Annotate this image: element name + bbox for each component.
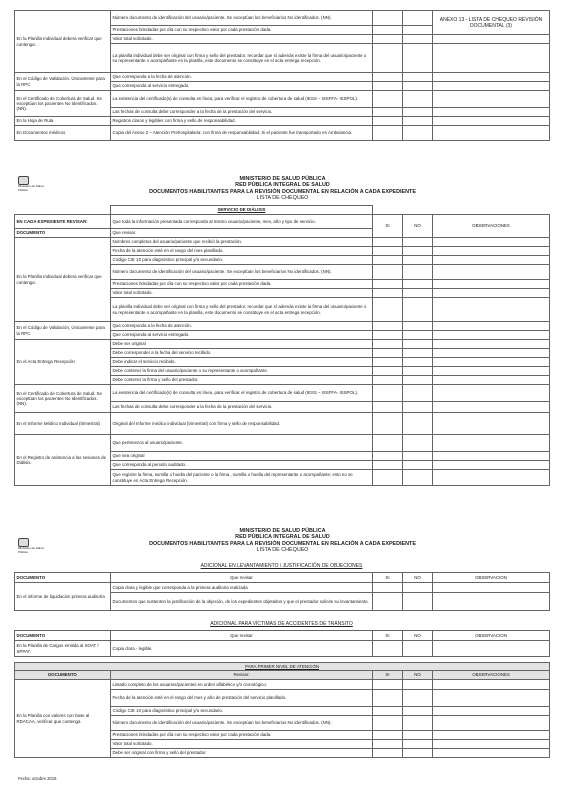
col-no: NO bbox=[403, 671, 433, 680]
col-obs: OBSERVACIONES bbox=[433, 215, 550, 238]
req-cell: La existencia del certificado(s) de consulta en línea, para verificar el registro de cobertura de salud (IESS – ISSFFA- ISSPOL). bbox=[111, 385, 373, 402]
doc-cell: En el Informe Médico Individual (trimestral) bbox=[15, 413, 111, 435]
req-cell: Que corresponda al periodo auditado. bbox=[111, 461, 373, 470]
col-doc: DOCUMENTO bbox=[15, 229, 111, 238]
top-label: EN CADA EXPEDIENTE REVISAR: bbox=[15, 215, 111, 229]
service-title: SERVICIO DE DIÁLISIS bbox=[111, 206, 373, 215]
doc-cell: En el Código de Validación. Únicamente para la RPC bbox=[15, 73, 111, 91]
col-no: NO bbox=[403, 631, 433, 641]
col-req: Que revisar bbox=[111, 631, 373, 641]
req-cell: Valor total solicitado. bbox=[111, 289, 373, 298]
req-cell: Debe ser original bbox=[111, 340, 373, 349]
section-title: ADICIONAL PARA VÍCTIMAS DE ACCIDENTES DE TRÁNSITO bbox=[210, 621, 353, 627]
req-cell: Debe contener la firma del usuario/paciente o su representante o acompañante. bbox=[111, 367, 373, 376]
checklist-table-2 bbox=[14, 205, 550, 486]
section-title: ADICIONAL EN LEVANTAMIENTO / JUSTIFICACIÓN DE OBJECIONES bbox=[200, 563, 363, 569]
req-cell: Prestaciones brindadas por día con su respectivo valor por cada prestación dada. bbox=[111, 26, 373, 35]
doc-cell: En Documentos médicos bbox=[15, 126, 111, 141]
col-req: Que revisar bbox=[111, 229, 373, 238]
col-obs: OBSERVACIONES bbox=[433, 671, 550, 680]
doc-cell: En la Planilla Individual debera verificar que contenga: bbox=[15, 11, 111, 73]
req-cell: Debe ser original con firma y sello del prestador. bbox=[111, 749, 373, 758]
req-cell: Fecha de la atención esté en el rango del mes y año de prestación del servicio planillado. bbox=[111, 690, 373, 707]
header-line-3: DOCUMENTOS HABILITANTES PARA LA REVISIÓN DOCUMENTAL EN RELACIÓN A CADA EXPEDIENTE bbox=[149, 188, 416, 195]
req-cell: Que sea original bbox=[111, 452, 373, 461]
req-cell: Número documento de identificación del usuario/paciente. Se exceptúan los beneficiarios No identificados. (NN). bbox=[111, 265, 373, 280]
anexo-box: ANEXO 13 - LISTA DE CHEQUEO REVISIÓN DOCUMENTAL (3) bbox=[433, 11, 550, 35]
col-si: SI bbox=[373, 631, 403, 641]
req-cell: Debe corresponder a la fecha del servicio recibido. bbox=[111, 349, 373, 358]
col-req: Que revisar bbox=[111, 573, 373, 583]
req-cell: Valor total solicitado. bbox=[111, 35, 373, 44]
col-no: NO bbox=[403, 573, 433, 583]
doc-cell: En el Acta Entrega Recepción bbox=[15, 340, 111, 385]
req-cell: Número documento de identificación del usuario/paciente. Se exceptúan los beneficiarios No identificados. (NN). bbox=[111, 716, 373, 731]
col-obs: OBSERVACION bbox=[433, 631, 550, 641]
req-cell: Original del Informe médico individual (trimestral) con firma y sello de responsabilidad. bbox=[111, 413, 373, 435]
req-cell: Número documento de identificación del usuario/paciente. Se exceptúan los beneficiarios No identificados. (NN). bbox=[111, 11, 373, 26]
header-2 bbox=[0, 176, 565, 202]
col-doc: DOCUMENTO bbox=[15, 631, 111, 641]
req-cell: La planilla individual debe ser original con firma y sello del prestador, recordar que sí además existe la firma del usuario/paciente o su representante o acompañante en la planilla, este documento se constituye en el acta entrega recepción. bbox=[111, 44, 373, 73]
req-cell: Código CIE 10 para diagnóstico principal y/o secundario. bbox=[111, 256, 373, 265]
req-cell: Que corresponda a la fecha de atención. bbox=[111, 322, 373, 331]
req-cell: Fecha de la atención esté en el rango del mes planillado. bbox=[111, 247, 373, 256]
col-obs: OBSERVACION bbox=[433, 573, 550, 583]
req-cell: Debe indicar el servicio recibido. bbox=[111, 358, 373, 367]
req-cell: Copia del Anexo 2 – Atención Prehospitalaria: con firma de responsabilidad. Si el paciente fue transportado en Ambulancia. bbox=[111, 126, 373, 141]
req-cell: Debe contener la firma y sello del prestador. bbox=[111, 376, 373, 385]
doc-cell: En el Certificado de Cobertura de Salud. Se exceptúan los pacientes No Identificados. (NN). bbox=[15, 385, 111, 413]
doc-cell: En el Certificado de Cobertura de Salud. Se exceptúan los pacientes No Identificados. (NN). bbox=[15, 91, 111, 117]
req-cell: Copia clara y legible que corresponda a la primera auditoria realizada bbox=[111, 583, 373, 593]
req-cell: Documentos que sustenten la justificación de la objeción, de los expedientes objetados y que el prestador solicite su levantamiento. bbox=[111, 593, 373, 611]
req-cell: La planilla individual debe ser original con firma y sello del prestador, recordar que sí además existe la firma del usuario/paciente o su representante o acompañante en la planilla, este documento se constituye en el acta entrega recepción. bbox=[111, 298, 373, 322]
req-cell: Las fechas de consulta debe corresponder a la fecha de la prestación del servicio. bbox=[111, 402, 373, 413]
doc-cell: En el Registro de asistencia a las sesiones de Diálisis. bbox=[15, 435, 111, 486]
checklist-table-3 bbox=[14, 572, 550, 611]
section-title: PARA PRIMER NIVEL DE ATENCIÓN bbox=[15, 663, 550, 671]
checklist-table-5 bbox=[14, 662, 550, 758]
req-cell: Que registre la firma, sumilla o huella del paciente o la firma , sumilla o huella del representante o acompañante; esto no se constituye en Acta Entrega Recepción. bbox=[111, 470, 373, 486]
req-cell: Que corresponda al servicio entregado. bbox=[111, 331, 373, 340]
req-cell: Las fechas de consulta debe corresponder a la fecha de la prestación del servicio. bbox=[111, 108, 373, 117]
doc-cell: En el informe de liquidación primera auditoría bbox=[15, 583, 111, 611]
header-line-4: LISTA DE CHEQUEO bbox=[256, 547, 309, 554]
header-line-1: MINISTERIO DE SALUD PÚBLICA bbox=[239, 176, 326, 182]
col-doc: DOCUMENTO bbox=[15, 573, 111, 583]
footer-date: Fecha: octubre 2016 bbox=[18, 776, 57, 781]
header-line-1: MINISTERIO DE SALUD PÚBLICA bbox=[239, 528, 326, 534]
req-cell: Listado completo de los usuarios/pacientes en orden alfabético y/o cronológico. bbox=[111, 680, 373, 690]
col-si: SI bbox=[373, 671, 403, 680]
checklist-table-4 bbox=[14, 630, 550, 657]
col-si: SI bbox=[373, 573, 403, 583]
doc-cell: En el Código de Validación, Únicamente para la RPC bbox=[15, 322, 111, 340]
req-cell: Prestaciones brindadas por día con su respectivo valor por cada prestación dada. bbox=[111, 280, 373, 289]
req-cell: Nombres completos del usuario/paciente que recibió la prestación. bbox=[111, 238, 373, 247]
req-cell: Valor total solicitado. bbox=[111, 740, 373, 749]
req-cell: La existencia del certificado(s) de consulta en línea, para verificar el registro de cobertura de salud (IESS – ISSFFA- ISSPOL). bbox=[111, 91, 373, 108]
col-doc: DOCUMENTO bbox=[15, 671, 111, 680]
col-no: NO bbox=[403, 215, 433, 238]
col-si: SI bbox=[373, 215, 403, 238]
doc-cell: En la Hoja de Ruta bbox=[15, 117, 111, 126]
logo-caption: Ministerio de Salud Pública bbox=[18, 546, 44, 554]
req-cell: Que corresponda a la fecha de atención. bbox=[111, 73, 373, 82]
req-cell: Código CIE 10 para diagnóstico principal y/o secundario. bbox=[111, 707, 373, 716]
header-line-4: LISTA DE CHEQUEO bbox=[256, 195, 309, 202]
doc-cell: En la Planilla con valores con base al RDACAA, verificar que contenga bbox=[15, 680, 111, 758]
logo-caption: Ministerio de Salud Pública bbox=[18, 184, 44, 192]
top-text: Que toda la información presentada corresponda al mismo usuario/paciente, mes, año y tipo de servicio. bbox=[111, 215, 373, 229]
req-cell: Prestaciones brindadas por día con su respectivo valor por cada prestación dada. bbox=[111, 731, 373, 740]
header-line-2: RED PÚBLICA INTEGRAL DE SALUD bbox=[235, 534, 330, 541]
req-cell: Copia clara - legible. bbox=[111, 641, 373, 657]
header-line-2: RED PÚBLICA INTEGRAL DE SALUD bbox=[235, 182, 330, 189]
col-req: Revisar: bbox=[111, 671, 373, 680]
req-cell: Que pertenezca al usuario/paciente. bbox=[111, 435, 373, 452]
checklist-table-1 bbox=[14, 10, 550, 141]
doc-cell: En la Planilla de Cargos emitida al SOAT / SPPAT. bbox=[15, 641, 111, 657]
req-cell: Registros claros y legibles con firma y sello de responsabilidad. bbox=[111, 117, 373, 126]
doc-cell: En la Planilla Individual debera verificar que contenga: bbox=[15, 238, 111, 322]
header-line-3: DOCUMENTOS HABILITANTES PARA LA REVISIÓN DOCUMENTAL EN RELACIÓN A CADA EXPEDIENTE bbox=[149, 540, 416, 547]
header-3 bbox=[0, 528, 565, 554]
req-cell: Que corresponda al servicio entregado. bbox=[111, 82, 373, 91]
